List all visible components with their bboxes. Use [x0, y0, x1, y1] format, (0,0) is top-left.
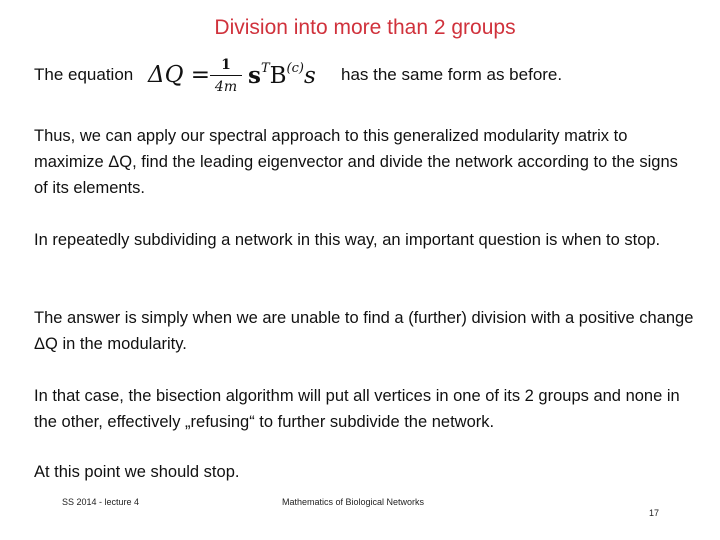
matrix-b: B [269, 63, 287, 89]
transpose-superscript: T [260, 61, 270, 77]
group-superscript: (c) [286, 61, 304, 77]
equation-rhs [248, 62, 316, 89]
paragraph-answer: The answer is simply when we are unable to find a (further) division with a positive change ΔQ in the modularity. [34, 309, 694, 353]
fraction-numerator: 1 [221, 57, 231, 73]
equation-tail-text: has the same form as before. [341, 65, 563, 84]
equation-lhs: ΔQ = [148, 62, 211, 88]
paragraph-stop: At this point we should stop. [34, 463, 240, 481]
paragraph-spectral-approach: Thus, we can apply our spectral approach to this generalized modularity matrix to maximize ΔQ, find the leading eigenvector and divide the network according to the signs of its elements. [34, 127, 678, 197]
equation-fraction [208, 56, 244, 97]
vector-s: s [303, 63, 316, 89]
slide-title: Division into more than 2 groups [214, 16, 516, 39]
footer-lecture: SS 2014 - lecture 4 [62, 497, 140, 507]
equation-line [34, 56, 694, 104]
equation-lead-text: The equation [34, 65, 134, 84]
fraction-denominator: 4m [214, 79, 238, 95]
paragraph-when-to-stop: In repeatedly subdividing a network in this way, an important question is when to stop. [34, 231, 661, 249]
footer-course-title: Mathematics of Biological Networks [282, 497, 425, 507]
fraction-bar [210, 75, 242, 76]
footer-page-number: 17 [649, 508, 660, 518]
vector-s-bold: s [248, 62, 261, 89]
paragraph-bisection: In that case, the bisection algorithm will put all vertices in one of its 2 groups and none in the other, effectively „refusing“ to further subdivide the network. [34, 387, 680, 431]
